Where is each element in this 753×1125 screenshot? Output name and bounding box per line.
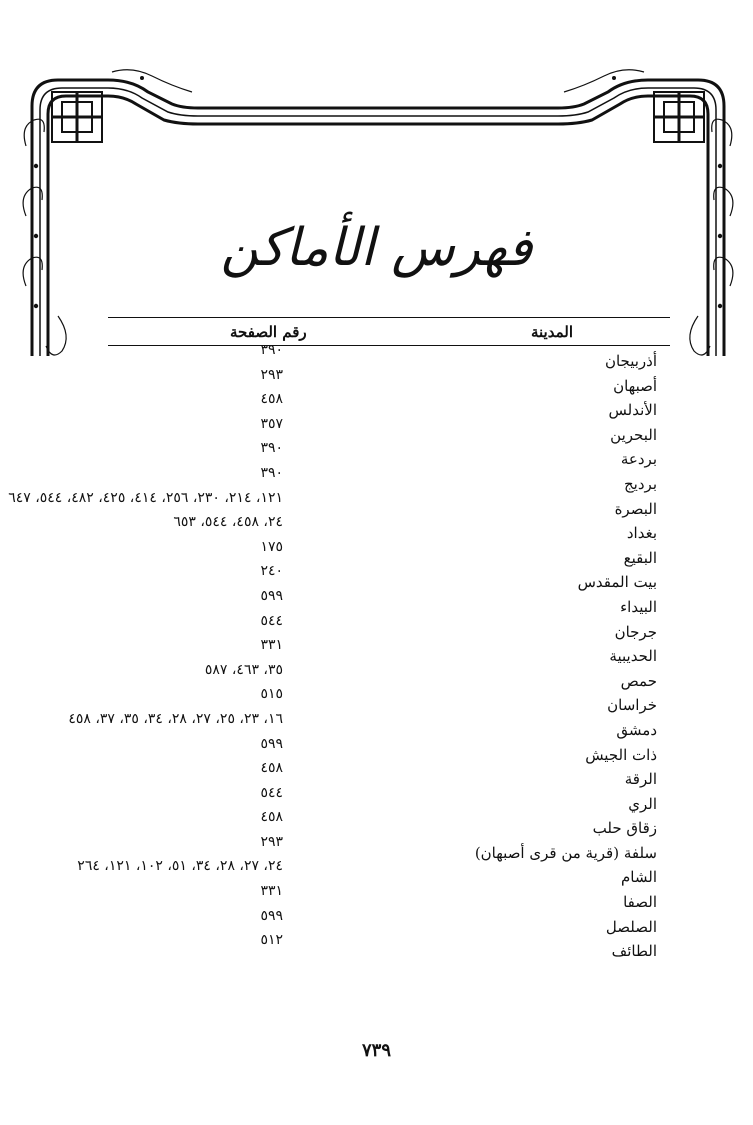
page-numbers: ٢٤٠ — [260, 563, 283, 580]
page-numbers: ٣٩٠ — [260, 464, 283, 481]
header-rule-top — [108, 317, 670, 318]
page-numbers: ٤٥٨ — [260, 760, 283, 777]
city-name: الشام — [621, 868, 657, 887]
page-number: ٧٣٩ — [361, 1040, 391, 1061]
table-row — [0, 391, 753, 422]
city-name: البحرين — [610, 425, 657, 444]
column-header-pages: رقم الصفحة — [230, 323, 307, 341]
table-row — [0, 415, 753, 447]
table-row — [0, 710, 753, 742]
table-row — [0, 883, 753, 914]
city-name: بغداد — [626, 524, 657, 543]
table-row — [0, 661, 753, 693]
city-name: الري — [628, 794, 657, 813]
page-numbers: ٥١٥ — [260, 686, 283, 703]
page-numbers: ٣٣١ — [260, 637, 283, 654]
city-name: الصلصل — [605, 917, 657, 936]
table-row — [0, 735, 753, 767]
header-rule-bottom — [108, 345, 670, 346]
city-name: سلفة (قرية من قرى أصبهان) — [474, 843, 657, 862]
page-numbers: ٢٩٣ — [260, 833, 283, 850]
page-numbers: ٢٩٣ — [260, 366, 283, 383]
city-name: خراسان — [607, 696, 657, 715]
table-row — [0, 514, 753, 545]
city-name: برديج — [624, 474, 657, 493]
page-numbers: ٥١٢ — [260, 932, 283, 949]
city-name: أصبهان — [613, 376, 657, 395]
table-row — [0, 563, 753, 594]
city-name: الصفا — [623, 893, 657, 912]
city-name: الرقة — [624, 770, 657, 789]
city-name: البيداء — [620, 597, 657, 616]
table-row — [0, 612, 753, 644]
table-row — [0, 932, 753, 963]
page-numbers: ٥٩٩ — [260, 735, 283, 752]
page-title: فهرس الأماكن — [220, 218, 533, 278]
city-name: أذربيجان — [604, 352, 657, 370]
page-numbers: ٣٥، ٤٦٣، ٥٨٧ — [204, 661, 283, 678]
table-row — [0, 587, 753, 619]
page-numbers: ٣٩٠ — [260, 342, 283, 358]
city-name: الطائف — [611, 942, 657, 961]
city-name: الحديبية — [609, 647, 657, 666]
table-row — [0, 907, 753, 939]
city-name: الأندلس — [608, 401, 657, 420]
page-numbers: ١٦، ٢٣، ٢٥، ٢٧، ٢٨، ٣٤، ٣٥، ٣٧، ٤٥٨ — [68, 710, 283, 727]
page-numbers: ٤٥٨ — [260, 809, 283, 826]
page-numbers: ٥٩٩ — [260, 587, 283, 604]
table-row — [0, 784, 753, 816]
city-name: دمشق — [616, 720, 657, 739]
column-header-city: المدينة — [530, 323, 573, 341]
city-name: جرجان — [614, 622, 657, 641]
city-name: بيت المقدس — [577, 573, 657, 592]
ornamental-frame — [22, 66, 734, 366]
table-row — [0, 538, 753, 570]
index-table — [0, 342, 753, 963]
page-numbers: ٤٥٨ — [260, 391, 283, 408]
page-numbers: ٢٤، ٤٥٨، ٥٤٤، ٦٥٣ — [173, 514, 283, 531]
page-numbers: ٣٥٧ — [260, 415, 283, 432]
table-row — [0, 489, 753, 521]
page-numbers: ٥٩٩ — [260, 907, 283, 924]
page-numbers: ٥٤٤ — [260, 612, 283, 629]
city-name: زقاق حلب — [592, 819, 657, 838]
table-row — [0, 760, 753, 791]
page-numbers: ٢٤، ٢٧، ٢٨، ٣٤، ٥١، ١٠٢، ١٢١، ٢٦٤ — [77, 858, 283, 875]
table-row — [0, 858, 753, 889]
table-row — [0, 366, 753, 398]
table-row — [0, 637, 753, 668]
city-name: ذات الجيش — [585, 745, 657, 764]
city-name: البقيع — [623, 548, 657, 567]
table-row — [0, 809, 753, 840]
city-name: البصرة — [614, 499, 657, 518]
page-numbers: ٣٣١ — [260, 883, 283, 900]
page-numbers: ١٢١، ٢١٤، ٢٣٠، ٢٥٦، ٤١٤، ٤٢٥، ٤٨٢، ٥٤٤، ٦٤٧ — [8, 489, 283, 506]
page-numbers: ٥٤٤ — [260, 784, 283, 801]
page-numbers: ٣٩٠ — [260, 440, 283, 457]
page-numbers: ١٧٥ — [260, 538, 283, 555]
city-name: حمص — [620, 671, 657, 690]
city-name: بردعة — [620, 450, 657, 469]
table-row — [0, 342, 753, 373]
table-row — [0, 440, 753, 471]
